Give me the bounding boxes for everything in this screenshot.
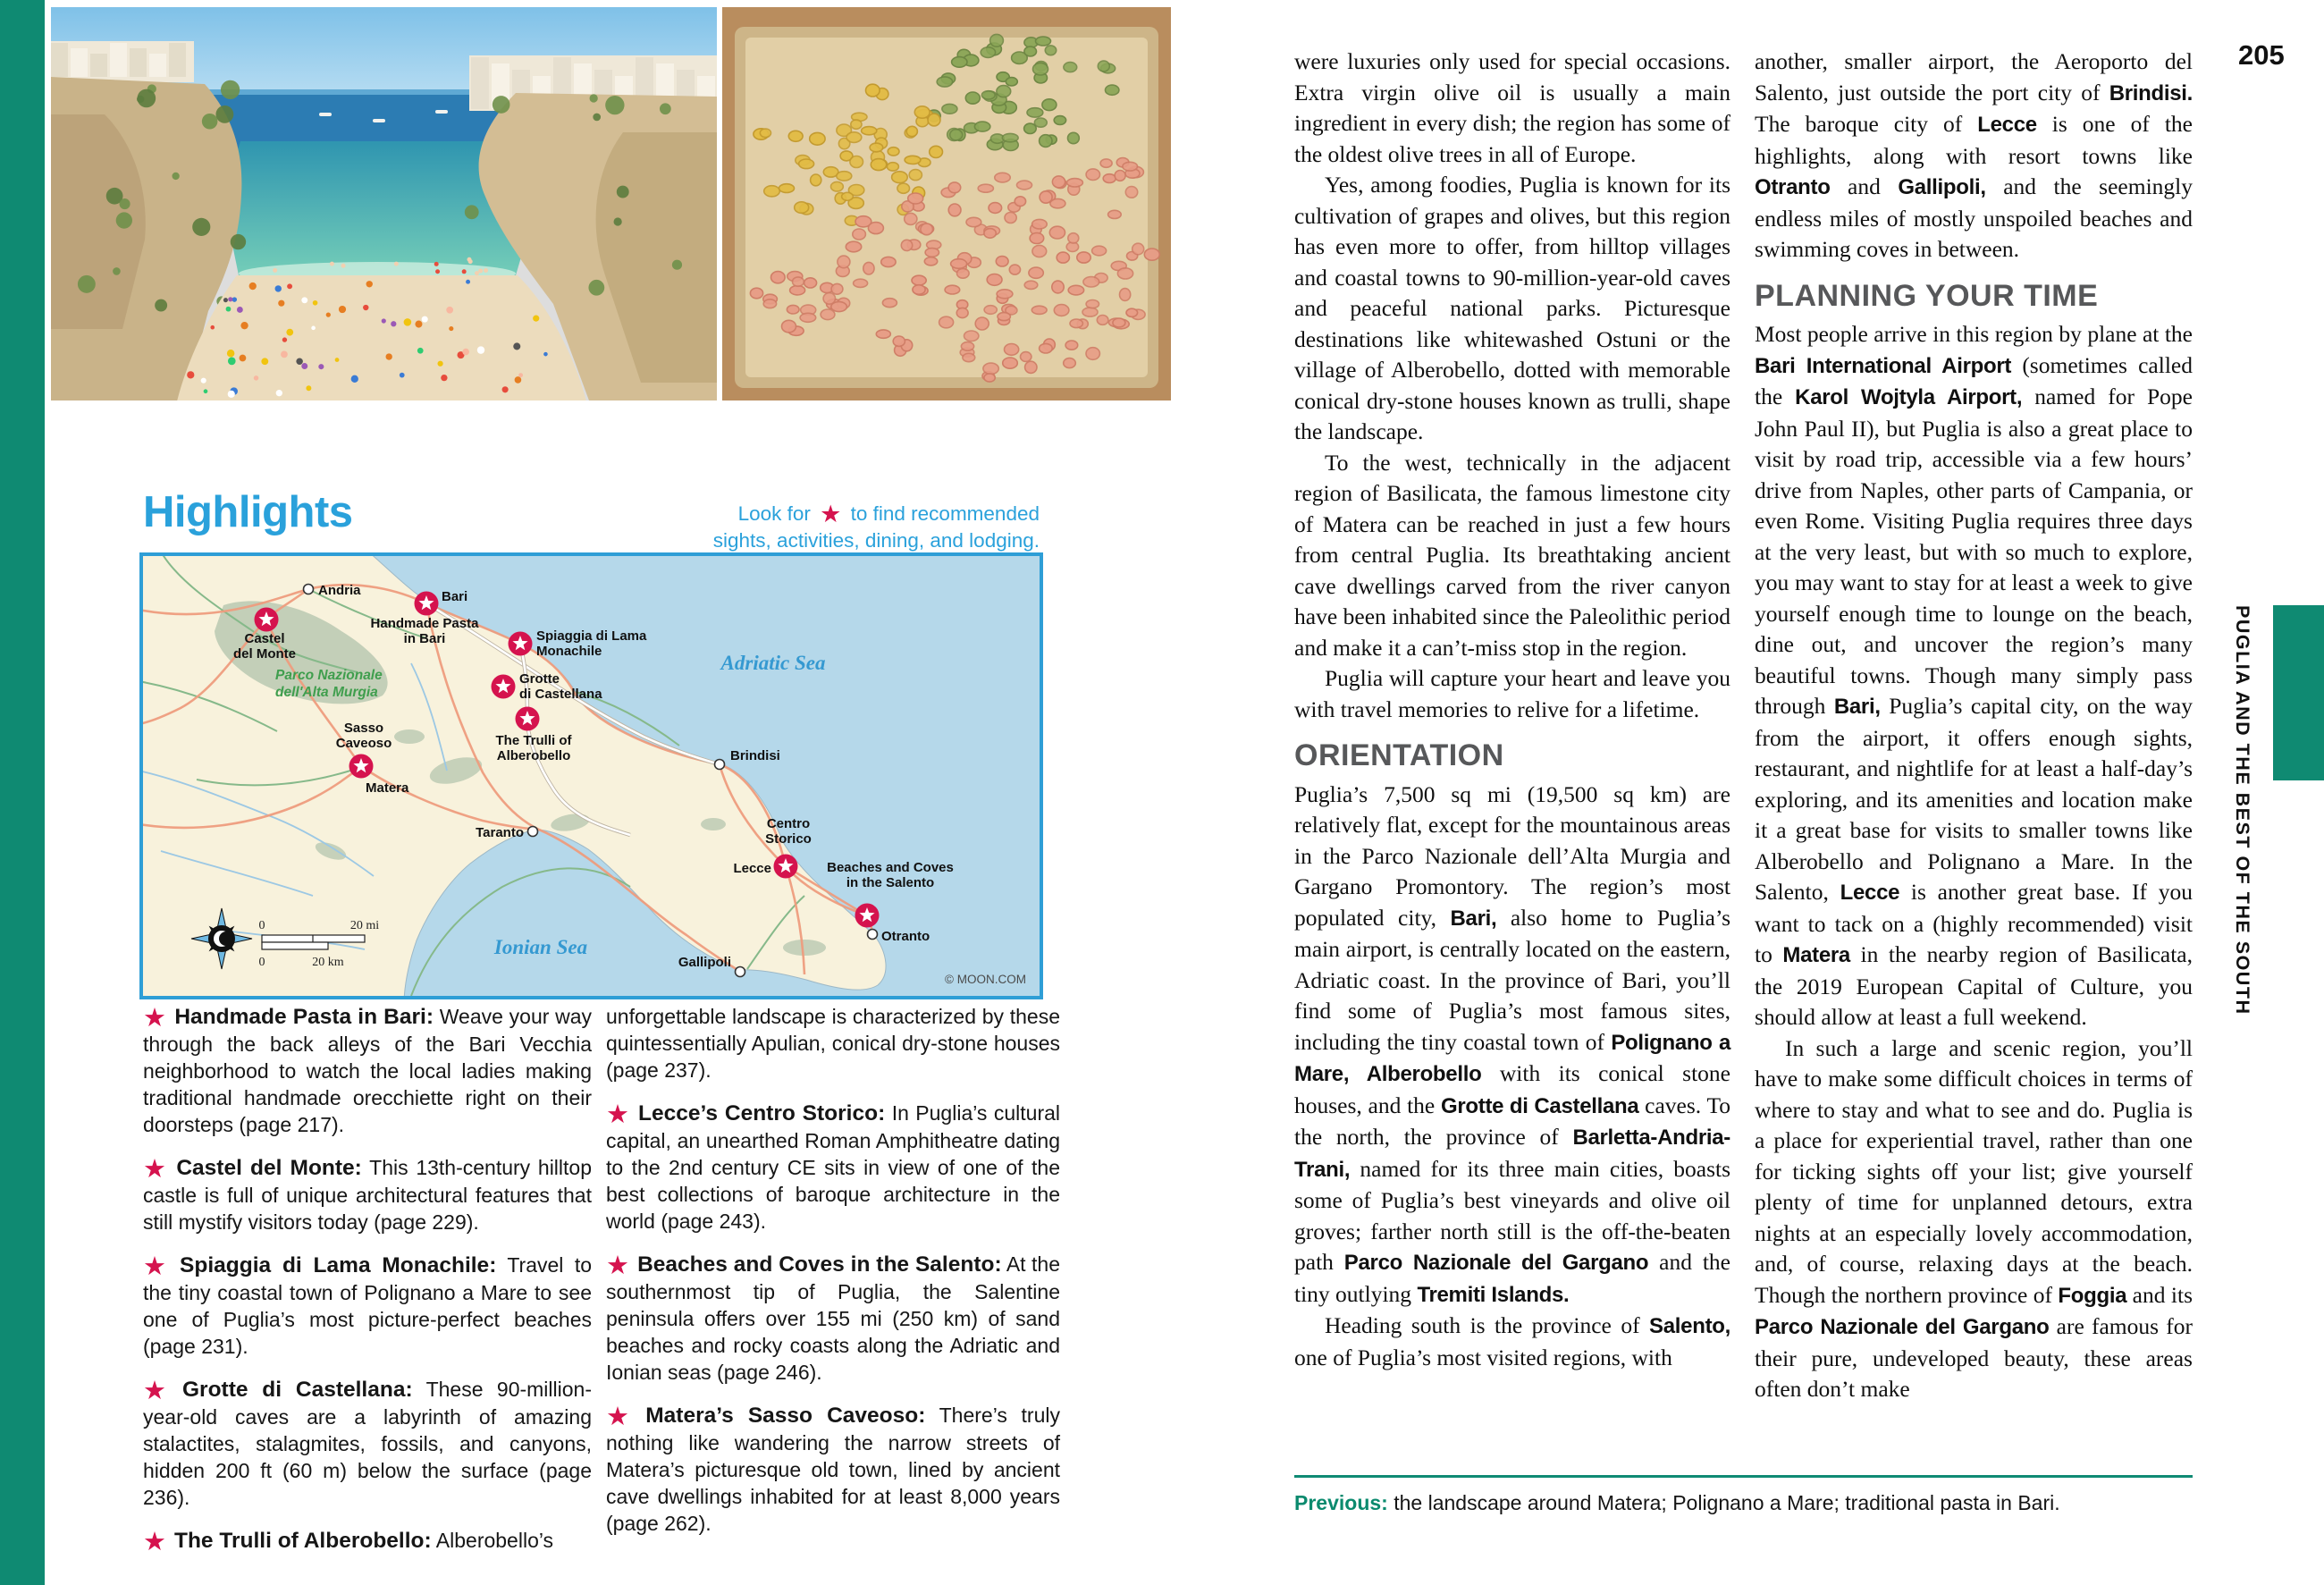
- starred-site-label: Caveoso: [335, 736, 392, 751]
- look-for-post: to find recommended: [850, 502, 1040, 525]
- city-label: Gallipoli: [678, 955, 731, 970]
- city-label: Taranto: [476, 825, 524, 840]
- highlight-title: Lecce’s Centro Storico:: [638, 1101, 886, 1126]
- starred-site-marker: [855, 904, 880, 928]
- starred-site-marker: [509, 632, 533, 656]
- starred-site-label: The Trulli of: [495, 733, 572, 748]
- starred-site-marker: [492, 675, 516, 699]
- city-marker: [736, 967, 745, 977]
- starred-site-marker: [349, 755, 374, 779]
- city-label: Matera: [366, 780, 409, 796]
- photo-orecchiette-pasta: [722, 7, 1171, 400]
- svg-text:Parco Nazionale: Parco Nazionale: [275, 668, 383, 683]
- paragraph: In such a large and scenic region, you’ll have to make some difficult choices in terms of where to stay and what to see and do. Puglia is a place for experiential travel, rather than one for ticking sights off your list; give yourself plenty of time for unplanned detours, extra nights at an especially lovely accommodation, and, of course, relaxing days at the beach. Though the northern province of Foggia and its Parco Nazionale del Gargano are famous for their pure, undeveloped beauty, these areas often don’t make: [1755, 1034, 2193, 1402]
- photo-coastal-cove: [51, 7, 717, 400]
- map-copyright: © MOON.COM: [945, 973, 1026, 986]
- starred-site-label: Centro: [766, 816, 811, 831]
- star-icon: ★: [606, 1100, 631, 1129]
- city-label: Otranto: [881, 929, 930, 944]
- starred-site-label: Storico: [765, 831, 812, 847]
- highlight-text: These 90-million-year-old caves are a labyrinth of amazing stalactites, stalagmites, fossils, and canyons, hidden 200 ft (60 m) below the surface (page 236).: [143, 1378, 592, 1509]
- starred-site-marker: [774, 855, 798, 879]
- highlights-title: Highlights: [143, 488, 353, 536]
- star-icon: ★: [143, 1155, 169, 1184]
- paragraph: Yes, among foodies, Puglia is known for its cultivation of grapes and olives, but this region has even more to offer, from hilltop villages and coastal towns to 90-million-year-old caves and peaceful national parks. Picturesque destinations like whitewashed Ostuni or the village of Alberobello, dotted with memorable conical dry-stone houses known as trulli, shape the landscape.: [1294, 172, 1730, 444]
- look-for-note: [626, 501, 1040, 553]
- starred-site-label: in Bari: [403, 631, 446, 646]
- page-number: 205: [2238, 39, 2285, 71]
- highlight-title: Beaches and Coves in the Salento:: [637, 1252, 1002, 1277]
- star-icon: ★: [606, 1403, 638, 1431]
- starred-site-label: Alberobello: [496, 748, 571, 763]
- highlight-title: Matera’s Sasso Caveoso:: [645, 1404, 926, 1428]
- starred-site-label: Castel: [244, 631, 285, 646]
- highlight-title: The Trulli of Alberobello:: [174, 1529, 432, 1553]
- highlight-text: At the southernmost tip of Puglia, the Salentine peninsula offers over 155 mi (250 km) of sand beaches and rocky coasts along the Adriatic and Ionian seas (page 246).: [606, 1252, 1061, 1384]
- highlight-item: [606, 1402, 1060, 1537]
- paragraph: Most people arrive in this region by plane at the Bari International Airport (sometimes called the Karol Wojtyla Airport, named for Pope John Paul II), but Puglia is also a great place to visit by road trip, accessible via a few hours’ drive from Naples, other parts of Campania, or even Rome. Visiting Puglia requires three days at the very least, but with so much to explore, you may want to stay for at least a week to give yourself enough time to lounge on the beach, dine out, and uncover the region’s many beautiful towns. Though many simply pass through Bari, Puglia’s capital city, on the way from the airport, it offers enough sights, restaurant, and nightlife for at least a half-day’s exploring, and its amenities and location make it a great base for visits to smaller towns like Alberobello and Polignano a Mare. In the Salento, Lecce is another great base. If you want to tack on a (highly recommended) visit to Matera in the nearby region of Basilicata, the 2019 European Capital of Culture, you should allow at least a full weekend.: [1755, 321, 2193, 1030]
- star-icon: ★: [143, 1377, 174, 1405]
- highlight-item-continued: unforgettable landscape is characterized by these quintessentially Apulian, conical dry-stone houses (page 237).: [606, 1005, 1060, 1082]
- highlight-text: In Puglia’s cultural capital, an unearthed Roman Amphitheatre dating to the 2nd century CE sits in view of one of the best collections of baroque architecture in the world (page 243).: [606, 1101, 1061, 1233]
- city-label: Lecce: [733, 861, 771, 876]
- section-heading: ORIENTATION: [1294, 738, 1504, 772]
- highlight-title: Castel del Monte:: [176, 1156, 362, 1180]
- highlight-title: Spiaggia di Lama Monachile:: [180, 1253, 497, 1277]
- paragraph: another, smaller airport, the Aeroporto del Salento, just outside the port city of Brindisi. The baroque city of Lecce is one of the highlights, along with resort towns like Otranto and Gallipoli, and the seemingly endless miles of mostly unspoiled beaches and swimming coves in between.: [1755, 48, 2193, 262]
- section-heading: PLANNING YOUR TIME: [1755, 278, 2099, 313]
- highlights-column-2: [606, 1003, 1060, 1553]
- highlight-title: Handmade Pasta in Bari:: [174, 1005, 434, 1029]
- highlight-item: [143, 1376, 592, 1511]
- highlight-text: Weave your way through the back alleys of the Bari Vecchia neighborhood to watch the local ladies making traditional handmade orecchiette right on their doorsteps (page 217).: [143, 1005, 593, 1136]
- highlight-item: [606, 1251, 1060, 1386]
- caption-divider: [1294, 1475, 2193, 1478]
- star-icon: ★: [143, 1528, 166, 1556]
- star-icon: ★: [143, 1004, 167, 1033]
- city-label: Andria: [318, 583, 361, 598]
- caption-text: the landscape around Matera; Polignano a Mare; traditional pasta in Bari.: [1387, 1491, 2060, 1514]
- highlights-map: [139, 552, 1043, 999]
- starred-site-label: Spiaggia di Lama: [536, 628, 647, 644]
- city-label: Brindisi: [730, 748, 780, 763]
- highlight-item: [143, 1003, 592, 1138]
- highlight-title: Grotte di Castellana:: [182, 1378, 413, 1402]
- svg-text:Adriatic Sea: Adriatic Sea: [720, 652, 826, 674]
- star-icon: ★: [606, 1252, 630, 1280]
- article-column-1: [1294, 46, 1730, 1373]
- starred-site-label: di Castellana: [519, 687, 602, 702]
- puglia-map-svg: [143, 556, 1040, 996]
- highlight-item: [606, 1100, 1060, 1235]
- paragraph: Heading south is the province of Salento, one of Puglia’s most visited regions, with: [1294, 1312, 1730, 1370]
- star-icon: ★: [820, 501, 842, 527]
- svg-text:Ionian Sea: Ionian Sea: [493, 936, 588, 958]
- starred-site-marker: [255, 608, 279, 632]
- starred-site-label: Beaches and Coves: [827, 860, 954, 875]
- city-marker: [304, 585, 314, 594]
- highlights-column-1: [143, 1003, 592, 1571]
- city-marker: [868, 930, 878, 940]
- starred-site-label: Handmade Pasta: [370, 616, 479, 631]
- starred-site-label: in the Salento: [846, 875, 935, 890]
- starred-site-label: Monachile: [536, 644, 602, 659]
- look-for-line2: sights, activities, dining, and lodging.: [712, 529, 1040, 552]
- svg-text:dell'Alta Murgia: dell'Alta Murgia: [275, 685, 378, 700]
- svg-text:20 mi: 20 mi: [349, 919, 380, 932]
- paragraph: To the west, technically in the adjacent region of Basilicata, the famous limestone city of Matera can be reached in just a few hours from central Puglia. Its breathtaking ancient cave dwellings carved from the river canyon have been inhabited since the Paleolithic period and make it a can’t-miss stop in the region.: [1294, 449, 1730, 661]
- paragraph: Puglia will capture your heart and leave you with travel memories to relive for a lifetime.: [1294, 665, 1730, 722]
- svg-text:0: 0: [258, 919, 265, 932]
- city-marker: [715, 760, 725, 770]
- highlight-text: Travel to the tiny coastal town of Polignano a Mare to see one of Puglia’s most picture-perfect beaches (page 231).: [143, 1253, 592, 1358]
- starred-site-marker: [516, 707, 540, 731]
- highlight-text: Alberobello’s: [435, 1529, 554, 1552]
- starred-site-label: Sasso: [343, 721, 384, 736]
- chapter-tab: [2273, 605, 2324, 780]
- highlight-item: [143, 1252, 592, 1360]
- chapter-sidebar-title: PUGLIA AND THE BEST OF THE SOUTH: [2232, 605, 2253, 1016]
- svg-text:0: 0: [258, 956, 265, 969]
- look-for-pre: Look for: [737, 502, 811, 525]
- highlight-text: This 13th-century hilltop castle is full of unique architectural features that still mystify visitors today (page 229).: [143, 1156, 592, 1234]
- starred-site-marker: [415, 592, 439, 616]
- city-marker: [528, 827, 538, 837]
- star-icon: ★: [143, 1252, 173, 1281]
- highlight-text: There’s truly nothing like wandering the narrow streets of Matera’s picturesque old town, lined by ancient cave dwellings inhabited for at least 8,000 years (page 262).: [606, 1404, 1060, 1535]
- city-label: Bari: [442, 589, 468, 604]
- caption-label: Previous:: [1294, 1491, 1388, 1514]
- svg-text:20 km: 20 km: [312, 956, 344, 969]
- paragraph: Puglia’s 7,500 sq mi (19,500 sq km) are relatively flat, except for the mountainous areas in the Parco Nazionale dell’Alta Murgia and Gargano Promontory. The region’s most populated city, Bari, also home to Puglia’s main airport, is centrally located on the eastern, Adriatic coast. In the province of Bari, you’ll find some of Puglia’s most famous sites, including the tiny coastal town of Polignano a Mare, Alberobello with its conical stone houses, and the Grotte di Castellana caves. To the north, the province of Barletta-Andria-Trani, named for its three main cities, boasts some of Puglia’s best vineyards and olive oil groves; farther north still is the off-the-beaten path Parco Nazionale del Gargano and the tiny outlying Tremiti Islands.: [1294, 780, 1731, 1307]
- paragraph: were luxuries only used for special occasions. Extra virgin olive oil is usually a main ingredient in every dish; the region has some of the oldest olive trees in all of Europe.: [1294, 48, 1730, 167]
- starred-site-label: Grotte: [519, 671, 560, 687]
- highlight-item: [143, 1154, 592, 1235]
- spine-accent-bar: [0, 0, 45, 1585]
- previous-photos-caption: [1294, 1491, 2278, 1515]
- article-column-2: [1755, 46, 2193, 1405]
- starred-site-label: del Monte: [233, 646, 296, 662]
- highlight-item: [143, 1527, 592, 1555]
